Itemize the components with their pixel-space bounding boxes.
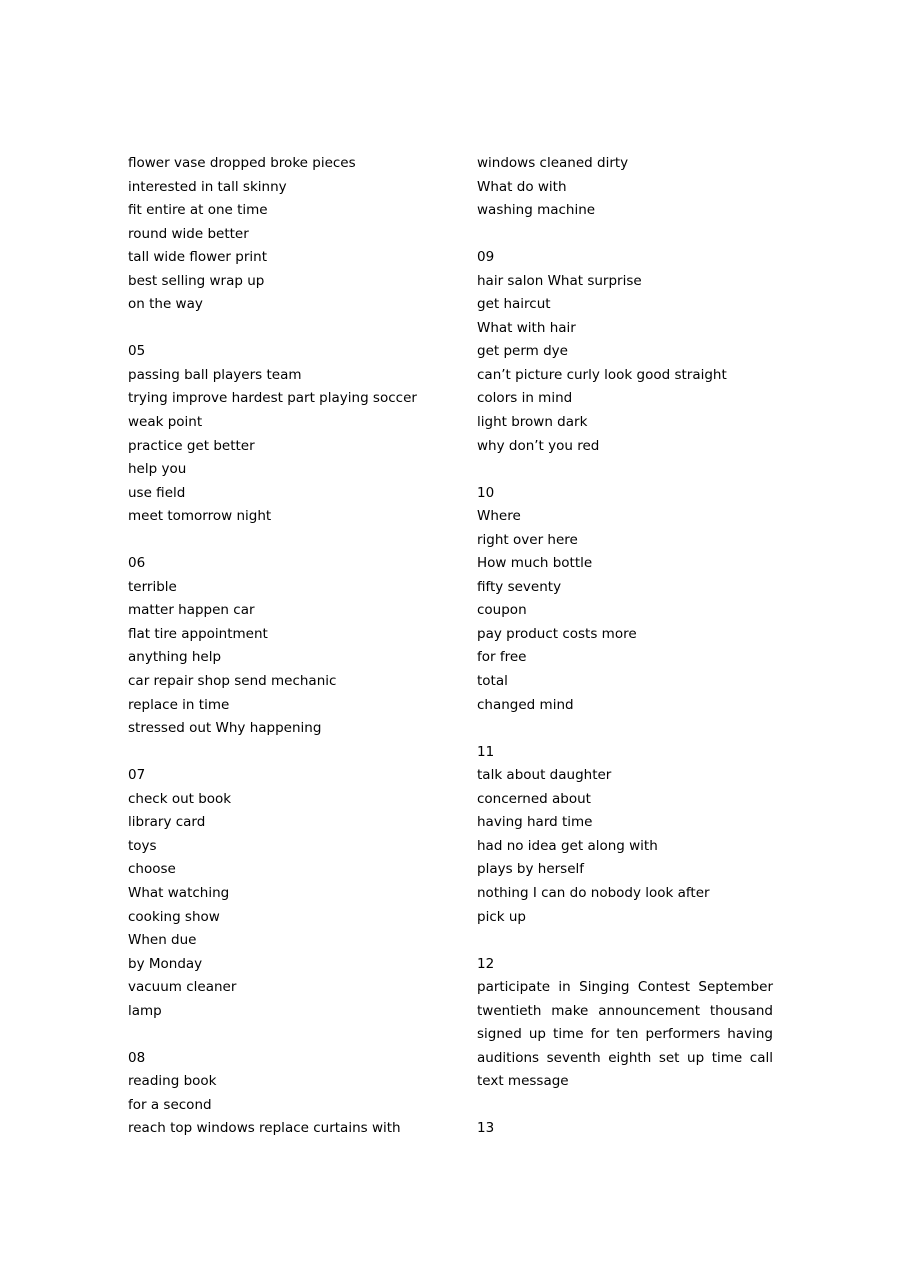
section-number: 08 xyxy=(128,1049,146,1066)
text-line: trying improve hardest part playing soccer xyxy=(128,390,417,407)
section-12-paragraph: participate in Singing Contest September twentieth make announcement thousand signed up time for ten performers having auditions seventh eighth set up time call text message xyxy=(477,979,773,1090)
text-line: windows cleaned dirty xyxy=(477,155,629,171)
text-line: pick up xyxy=(477,908,526,925)
text-line: pay product costs more xyxy=(477,625,637,642)
right-column xyxy=(477,152,773,1141)
text-line: fit entire at one time xyxy=(128,202,268,219)
text-line: can’t picture curly look good straight xyxy=(477,366,727,383)
text-line: meet tomorrow night xyxy=(128,508,272,525)
text-line: car repair shop send mechanic xyxy=(128,673,337,690)
blank-line xyxy=(477,929,773,953)
section-number: 06 xyxy=(128,555,146,572)
text-line: check out book xyxy=(128,790,232,807)
text-line: cooking show xyxy=(128,908,220,925)
text-line: practice get better xyxy=(128,437,255,454)
text-line: right over here xyxy=(477,531,578,548)
text-line: get haircut xyxy=(477,296,551,313)
text-line: for a second xyxy=(128,1096,212,1113)
text-line: terrible xyxy=(128,578,177,595)
text-line: vacuum cleaner xyxy=(128,979,237,996)
text-line: How much bottle xyxy=(477,555,593,572)
text-line: get perm dye xyxy=(477,343,568,360)
text-line: washing machine xyxy=(477,202,596,219)
text-line: help you xyxy=(128,461,187,478)
section-number: 10 xyxy=(477,484,495,501)
text-line: flat tire appointment xyxy=(128,625,268,642)
text-line: use field xyxy=(128,484,186,501)
blank-line xyxy=(477,1094,773,1118)
text-line: total xyxy=(477,673,508,690)
text-line: hair salon What surprise xyxy=(477,272,642,289)
text-line: lamp xyxy=(128,1002,162,1019)
section-number: 13 xyxy=(477,1120,495,1137)
section-number: 05 xyxy=(128,343,146,360)
text-line: round wide better xyxy=(128,225,249,242)
blank-line xyxy=(128,529,438,553)
text-line: toys xyxy=(128,837,157,854)
blank-line xyxy=(128,741,438,765)
left-column xyxy=(128,152,438,1141)
text-line: Where xyxy=(477,508,521,525)
blank-line xyxy=(477,458,773,482)
text-line: concerned about xyxy=(477,790,591,807)
text-line: why don’t you red xyxy=(477,437,600,454)
text-line: reach top windows replace curtains with xyxy=(128,1120,401,1137)
text-line: coupon xyxy=(477,602,527,619)
text-line: choose xyxy=(128,861,176,878)
text-line: fifty seventy xyxy=(477,578,562,595)
text-line: interested in tall skinny xyxy=(128,178,287,195)
text-line: by Monday xyxy=(128,955,203,972)
text-line: colors in mind xyxy=(477,390,573,407)
text-line: changed mind xyxy=(477,696,574,713)
text-line: nothing I can do nobody look after xyxy=(477,884,710,901)
section-number: 09 xyxy=(477,249,495,266)
text-line: stressed out Why happening xyxy=(128,720,322,737)
text-line: best selling wrap up xyxy=(128,272,265,289)
text-line: flower vase dropped broke pieces xyxy=(128,155,356,171)
text-line: talk about daughter xyxy=(477,767,612,784)
section-number: 12 xyxy=(477,955,495,972)
text-line: light brown dark xyxy=(477,414,588,431)
text-line: for free xyxy=(477,649,527,666)
text-line: What with hair xyxy=(477,319,576,336)
section-number: 11 xyxy=(477,743,495,760)
blank-line xyxy=(128,1023,438,1047)
text-line: matter happen car xyxy=(128,602,255,619)
text-line: reading book xyxy=(128,1073,217,1090)
text-line: replace in time xyxy=(128,696,230,713)
text-line: plays by herself xyxy=(477,861,585,878)
text-line: having hard time xyxy=(477,814,593,831)
text-line: tall wide flower print xyxy=(128,249,267,266)
blank-line xyxy=(128,317,438,341)
text-line: What watching xyxy=(128,884,230,901)
text-line: on the way xyxy=(128,296,203,313)
section-number: 07 xyxy=(128,767,146,784)
text-line: What do with xyxy=(477,178,567,195)
text-line: anything help xyxy=(128,649,222,666)
text-line: library card xyxy=(128,814,206,831)
text-line: passing ball players team xyxy=(128,366,302,383)
text-line: had no idea get along with xyxy=(477,837,658,854)
right-column-bottom xyxy=(477,1094,773,1141)
text-line: When due xyxy=(128,932,197,949)
text-line: weak point xyxy=(128,414,203,431)
right-column-top xyxy=(477,152,773,976)
blank-line xyxy=(477,223,773,247)
blank-line xyxy=(477,717,773,741)
